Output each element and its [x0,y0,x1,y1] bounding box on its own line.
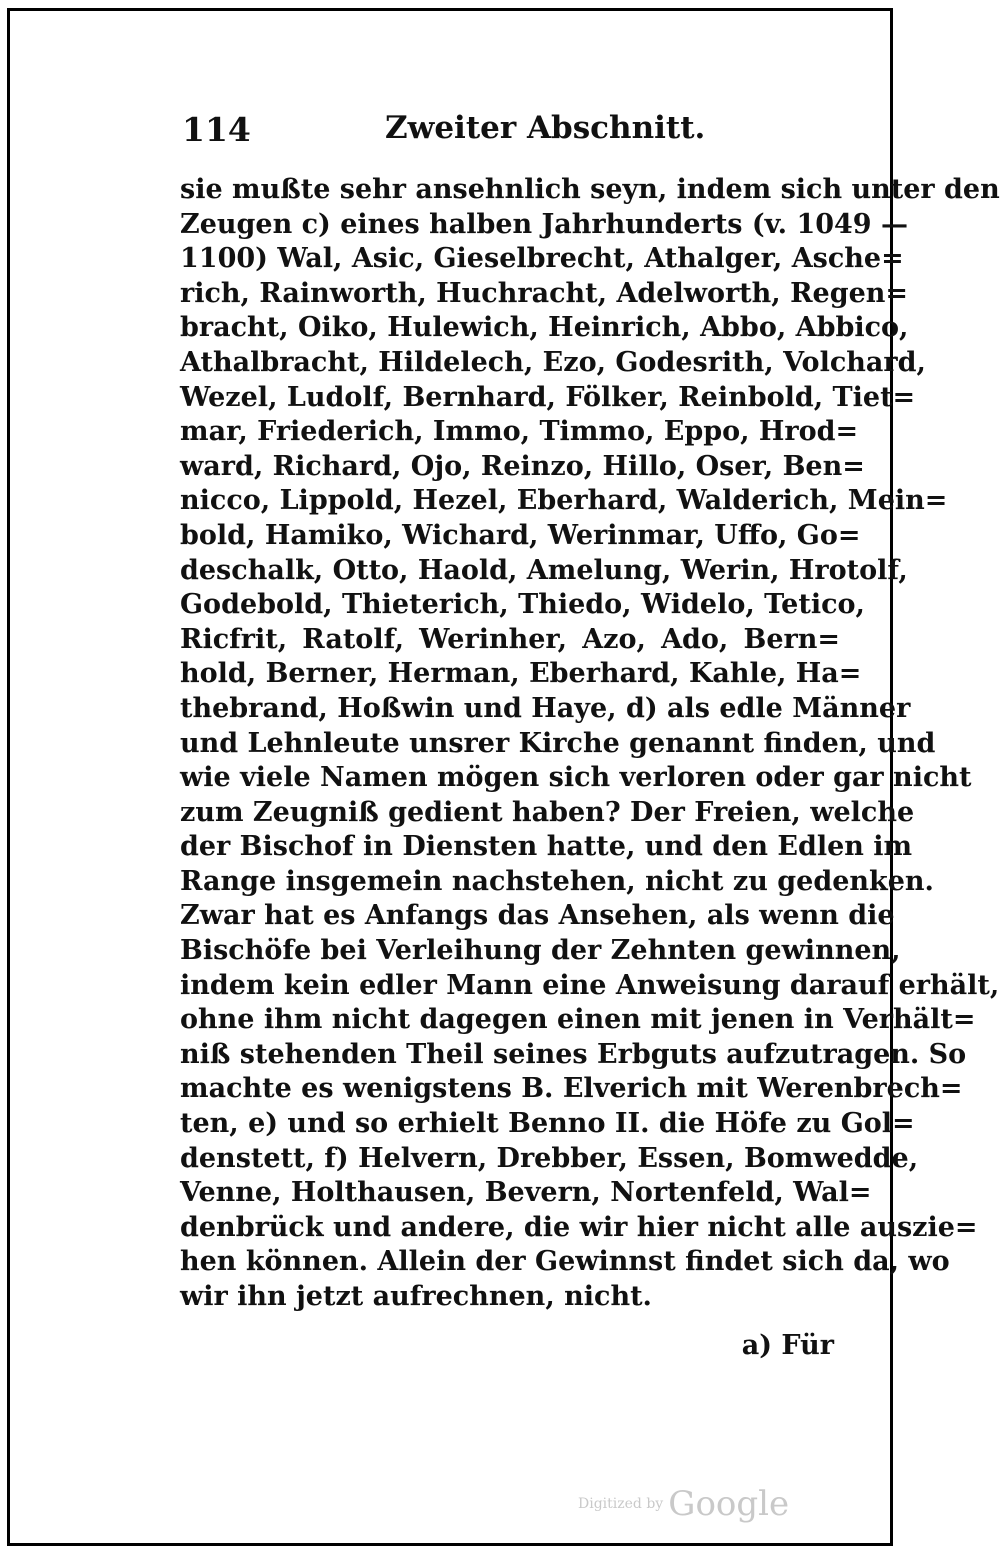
text-line: zum Zeugniß gedient haben? Der Freien, welche [180,796,915,828]
text-line: indem kein edler Mann eine Anweisung darauf erhält, [180,969,1000,1001]
running-head: Zweiter Abschnitt. [385,110,706,146]
text-line: sie mußte sehr ansehnlich seyn, indem sich unter den [180,174,1000,205]
text-line: machte es wenigstens B. Elverich mit Werenbrech= [180,1073,963,1105]
text-line: ward, Richard, Ojo, Reinzo, Hillo, Oser, Ben= [180,450,865,482]
text-line: hen können. Allein der Gewinnst findet sich da, wo [180,1246,950,1278]
text-line: Zeugen c) eines halben Jahrhunderts (v. 1049 — [180,208,908,240]
text-line: thebrand, Hoßwin und Haye, d) als edle Männer [180,692,911,724]
text-line: und Lehnleute unsrer Kirche genannt finden, und [180,727,936,759]
watermark-prefix: Digitized by [578,1496,664,1512]
text-line: wie viele Namen mögen sich verloren oder gar nicht [180,762,972,794]
text-line: Godebold, Thieterich, Thiedo, Widelo, Tetico, [180,589,865,621]
text-line: 1100) Wal, Asic, Gieselbrecht, Athalger, Asche= [180,243,904,275]
text-line: bold, Hamiko, Wichard, Werinmar, Uffo, Go= [180,519,861,551]
text-line: Bischöfe bei Verleihung der Zehnten gewinnen, [180,935,901,967]
text-line: Zwar hat es Anfangs das Ansehen, als wenn die [180,900,895,932]
text-line: denstett, f) Helvern, Drebber, Essen, Bomwedde, [180,1142,919,1174]
text-line: denbrück und andere, die wir hier nicht alle auszie= [180,1211,978,1243]
watermark-brand: Google [668,1484,790,1524]
text-line: nicco, Lippold, Hezel, Eberhard, Walderich, Mein= [180,485,948,517]
text-line: deschalk, Otto, Haold, Amelung, Werin, Hrotolf, [180,554,908,586]
digitized-watermark [578,1484,789,1524]
text-line: Wezel, Ludolf, Bernhard, Fölker, Reinbold, Tiet= [180,381,916,413]
text-line: ohne ihm nicht dagegen einen mit jenen in Verhält= [180,1004,976,1036]
text-line: Venne, Holthausen, Bevern, Nortenfeld, Wal= [180,1177,872,1209]
text-line: wir ihn jetzt aufrechnen, nicht. [180,1281,652,1312]
text-line: mar, Friederich, Immo, Timmo, Eppo, Hrod= [180,416,859,448]
catchword: a) Für [741,1330,834,1361]
text-line: Ricfrit, Ratolf, Werinher, Azo, Ado, Bern= [180,623,840,655]
text-line: niß stehenden Theil seines Erbguts aufzutragen. So [180,1038,967,1070]
text-line: bracht, Oiko, Hulewich, Heinrich, Abbo, Abbico, [180,312,909,344]
body-text [180,173,1000,1315]
page-header [182,110,842,158]
text-line: ten, e) und so erhielt Benno II. die Höfe zu Gol= [180,1108,915,1140]
text-line: Athalbracht, Hildelech, Ezo, Godesrith, Volchard, [180,346,926,378]
text-line: rich, Rainworth, Huchracht, Adelworth, Regen= [180,277,909,309]
text-line: hold, Berner, Herman, Eberhard, Kahle, Ha= [180,658,862,690]
page-number: 114 [182,110,251,149]
text-line: Range insgemein nachstehen, nicht zu gedenken. [180,865,934,897]
text-line: der Bischof in Diensten hatte, und den Edlen im [180,831,913,863]
